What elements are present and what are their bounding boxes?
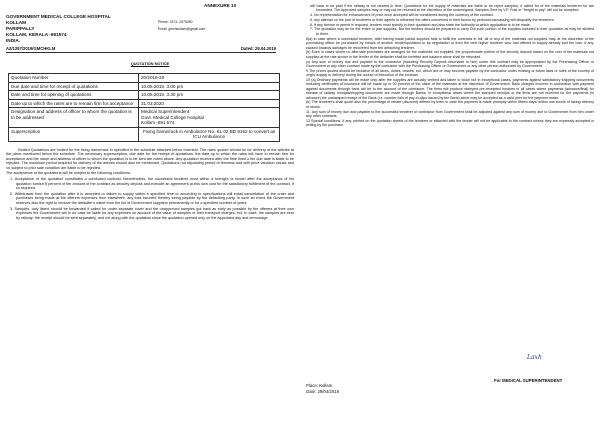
date-label: Date: 29/04/2019 [306, 389, 339, 394]
table-value: 20/2019-20 [139, 74, 280, 83]
signature-block [300, 351, 600, 430]
table-value: 10.05.2019. 3.00 pm [139, 82, 280, 91]
condition-item: 7. The quotation may be for the entire or part supplies. But the tenders should be prepared to carry Out such portion of the supplies included in their quotation as may be allotted to them. [310, 27, 594, 36]
table-row [9, 99, 280, 108]
reference-line [6, 46, 276, 53]
hospital-line: PARIPPALLY [6, 26, 35, 31]
place-date [306, 383, 339, 395]
notice-body [6, 148, 294, 221]
conditions-heading: The acceptance of the quotations will be subject to the following conditions: [6, 171, 131, 176]
condition-item: 12 Special conditions, if any, printed on the quotation sheets of the tenderer or attached with the tender will not be applicable to the contract unless they are expressly accepted in writing by the purchase. [306, 118, 594, 128]
condition-item: 1. Acceptance of the quotation constitutes a concluded contract. Nevertheless, the successful tenderer must within a fortnight /a month after the acceptance of his quotation furnish 5 percent of the amount of the contract as security deposit and execute an agreement at this own cost for the satisfactory fulfillment of the contract, if so required. [10, 177, 294, 191]
condition-item: 8(a) in case where a successful tenderer, after having made partial supplies fails to fulfill the contracts in full, all or any of the materials not supplied may, at the discretion of the purchasing officer be purchased by means of another tender/quotation or by negotiation or from the next higher tenderer who had offered to supply already and the loss, if any, caused towards damages be recovered from the defaulting tenderer. [306, 36, 594, 50]
handwritten-signature: Laxh [527, 354, 542, 361]
place-label: Place: Kollam [306, 383, 333, 388]
table-key: Date up to which the rates are to remain firm for acceptance [9, 99, 139, 108]
table-row [9, 82, 280, 91]
hospital-line: KOLLAM, KERALA -691574 [6, 32, 67, 37]
table-value: Fixing frame/rack in Ambulance No. KL 02 BD 8162 to convert as ICU Ambulance [139, 127, 280, 141]
dated-label: Dated: 29.04.2019 [240, 46, 276, 51]
hospital-line: KOLLAM [6, 20, 27, 25]
condition-item: 6. If any license or permit is required, tenders must specify in their quotation and also state the Authority to which application is to be made. [310, 22, 531, 27]
table-key: Due date and time for receipt of quotations [9, 82, 139, 91]
table-value: Medical Superintendent Govt. Medical College Hospital Kollam -691 574 [139, 108, 280, 128]
condition-item: (b) The tenderer's shall quote also the percentage of rebate (discount) offered by them in case the payment is made promptly within fifteen days/ within one month of taking delivery of stores. [306, 100, 594, 109]
table-key: Date and time for opening of quotations [9, 91, 139, 100]
condition-item: 5. any attempt on the part of tenderers or their agents to influence the offers concerned in their favour by personal canvassing will disqualify the tenderers. [310, 17, 555, 22]
intro-paragraph: Sealed Quotations are invited for the fixing frame/rack in specified in the schedule attached below /overleaf. The rates quoted should be for delivery of the articles at the place mentioned below the schedule. The necessary superscription, due date for the receipt of quotations, the date up to which the rates will have to remain firm for acceptance and the name and address of officer to whom the quotation is to be sent are noted above. Any quotation received after the time fixed o the due date is liable to be rejected. The maximum period required for delivery of the articles should also be mentioned. Quotations not stipulating period of firmness and with price variation clause and /or subject to prior sale condition are liable to be rejected. [6, 147, 294, 170]
conditions-continued [306, 4, 594, 128]
signatory-title: For MEDICAL SUPERINTENDENT [494, 378, 563, 383]
condition-item: 4. No representation for enhancement of price once accepted will be considered during the currency of the contract. [310, 13, 494, 18]
phone-number: Phone: 0474- 2575050 [158, 20, 193, 24]
table-row [9, 127, 280, 141]
table-value: 10.05.2019. 3.30 pm [139, 91, 280, 100]
condition-item: 2. Withdrawal from the quotation after it is accepted or failure to supply within a specified time or according to specifications will entail cancellation of the order and purchases being made at the offerers expenses from elsewhere, any loss incurred thereby being payable by the defaulting party, in such an event the Government reserves also the right to remove the defaulter's name from the list of Government suppliers permanently or for a specified number of years. [10, 191, 294, 206]
condition-item: (c) Any sum of money due and payable to the contractor (including Security Deposit returnable to him) under this contract may be appropriated by the Purchasing Officer or Government or any other contract made by the contractor with the Purchasing Officer or Government or any other person authorized by Government. [306, 59, 594, 68]
table-row [9, 108, 280, 128]
condition-item: 3. Samples, duly listed, should be forwarded if called for under separate cover and the unapproved samples got back as early as possible by the offerers at their own expenses the Government will in no case be liable for any expenses on account of the value of samples or their transport charges, ect. In case, the samples are sent by railway; the receipt should be sent separately, and not along with the quotation since the quotation opened only on the appointed day and demurrage [10, 206, 294, 220]
hospital-line: GOVERNMENT MEDICAL COLLEGE HOSPITAL [6, 14, 111, 19]
email-address: Email: gmchkollam@gmail.com [158, 27, 206, 31]
table-key: Designation and address of officer to whom the quotation is to be addressed [9, 108, 139, 128]
hospital-address [6, 14, 294, 44]
notice-title: QUOTATION NOTICE [130, 61, 170, 66]
condition-item: 11. Any sum of money due and payable to the successful tenderer or contractor from Government shall be adjusted against any sum of money due to Government from him under any other contracts. [306, 109, 594, 119]
condition-item: will have to be paid if the railway is not cleared in time. Quotations for the supply of materials are liable to be reject samples, if called for of the materials tendered for are forwarded. The Approved samples may or may not be returned at the discretion of the undersigned. Samples Sent by V.P. Post or "freight to pay" will not be accepted. [310, 4, 594, 13]
quotation-table [8, 73, 280, 142]
hospital-line: INDIA. [6, 38, 21, 43]
reference-number: A2/1297/2019/GMCHKLM [6, 46, 56, 51]
table-key: Quotation Number [9, 74, 139, 83]
table-key: Superscription [9, 127, 139, 141]
condition-item: (b) Even in cases where no alternate purchases are arranged for the materials not supplied, the proportionate portion of the security deposit based on the cost of the materials not supplied at the rate shown in the tender of the defaulter shall be forfeited and balance alone shall be refunded. [306, 50, 594, 59]
annexure-label: ANNEXURE 10 [204, 3, 237, 8]
condition-item: 10 (a) Ordinary payments will be made only after the supplies are actually verified and taken to stock but in exceptional cases, payments against satisfactory shipping documents including certificates of insurance will be made up to 90 percent of the value of the materials at the discretion of Government. Bank charges incurred in connection with payment against documents through bank will be to the account of the contractor. The firms will produce stamped pre-receipted invoices in all cases where payments (advance/final) for release of railway receipts/shipping documents are made through Banks. In exceptional cases where the stamped receipts of the firms are not received for the payments (in advance) the unstamped receipt of the Bank (i.e. counter foils of pay-in-slips issued by the Bank) alone may be accepted as a valid peer for the payment made. [306, 77, 594, 100]
condition-item: 9 The prices quoted should be inclusive of all taxes, duties, cesses, ect, which are or may become payable by the contractor under existing or future laws or rules of the country of origin /supply or delivery during the course of execution of the contract. [306, 68, 594, 78]
table-value: 31.03.2020 [139, 99, 280, 108]
table-row [9, 91, 280, 100]
table-row [9, 74, 280, 83]
